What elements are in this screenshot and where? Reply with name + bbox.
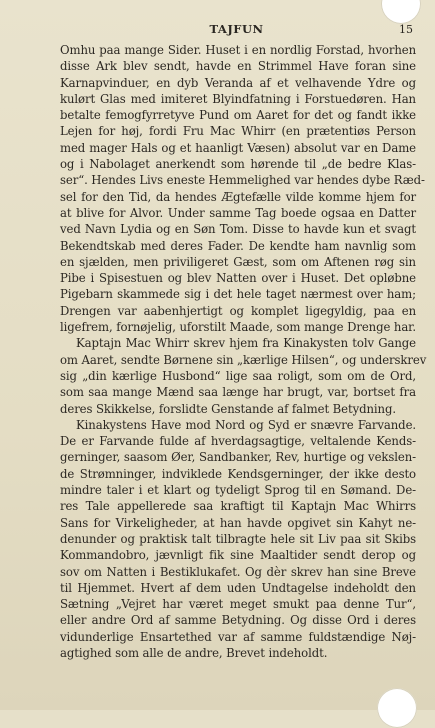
text-line: med mager Hals og et haanligt Væsen) absolut var en Dame: [60, 140, 416, 155]
text-line: Drengen var aabenhjertigt og komplet ligegyldig, paa en: [60, 303, 416, 318]
text-line: til Hjemmet. Hvert af dem uden Undtagelse indeholdt den: [60, 580, 416, 595]
body-text: [60, 42, 427, 661]
text-line: om Aaret, sendte Børnene sin „kærlige Hilsen“, og underskrev: [60, 352, 427, 367]
text-line: Karnapvinduer, en dyb Veranda af et velhavende Ydre og: [60, 75, 416, 90]
punched-hole-bottom: [377, 688, 417, 728]
text-line: gerninger, saasom Øer, Sandbanker, Rev, hurtige og vekslen-: [60, 450, 416, 465]
text-line: sel for den Tid, da hendes Ægtefælle vilde komme hjem for: [60, 189, 416, 204]
text-line: Kinakystens Have mod Nord og Syd er snævre Farvande.: [76, 417, 416, 432]
text-line: ligefrem, fornøjelig, uforstilt Maade, som mange Drenge har.: [60, 320, 416, 335]
text-line: de Strømninger, indviklede Kendsgerninger, der ikke desto: [60, 466, 416, 481]
text-line: eller andre Ord af samme Betydning. Og disse Ord i deres: [60, 613, 416, 628]
text-line: mindre taler i et klart og tydeligt Sprog til en Sømand. De-: [60, 483, 416, 498]
text-line: Sans for Virkeligheder, at han havde opgivet sin Kahyt ne-: [60, 515, 416, 530]
text-line: Pibe i Spisestuen og blev Natten over i Huset. Det opløbne: [60, 271, 416, 286]
text-line: sig „din kærlige Husbond“ lige saa roligt, som om de Ord,: [60, 368, 416, 383]
text-line: deres Skikkelse, forslidte Genstande af falmet Betydning.: [60, 401, 396, 416]
running-title: TAJFUN: [209, 22, 264, 36]
text-line: sov om Natten i Bestiklukafet. Og dèr skrev han sine Breve: [60, 564, 416, 579]
text-line: ved Navn Lydia og en Søn Tom. Disse to havde kun et svagt: [60, 222, 416, 237]
text-line: Kommandobro, jævnligt fik sine Maaltider sendt derop og: [60, 548, 416, 563]
text-line: res Tale appellerede saa kraftigt til Kaptajn Mac Whirrs: [60, 499, 416, 514]
text-line: betalte femogfyrretyve Pund om Aaret for det og fandt ikke: [60, 108, 416, 123]
page-number: 15: [399, 23, 413, 36]
text-line: De er Farvande fulde af hverdagsagtige, veltalende Kends-: [60, 434, 416, 449]
page-header: [60, 22, 413, 40]
text-line: Sætning „Vejret har været meget smukt paa denne Tur“,: [60, 597, 416, 612]
text-line: en sjælden, men priviligeret Gæst, som om Aftenen røg sin: [60, 254, 416, 269]
text-line: Kaptajn Mac Whirr skrev hjem fra Kinakysten tolv Gange: [76, 336, 416, 351]
text-line: disse Ark blev sendt, havde en Strimmel Have foran sine: [60, 59, 416, 74]
text-line: Omhu paa mange Sider. Huset i en nordlig Forstad, hvorhen: [60, 43, 416, 57]
punched-hole-top: [381, 0, 421, 24]
text-line: at blive for Alvor. Under samme Tag boede ogsaa en Datter: [60, 205, 416, 220]
text-line: Bekendtskab med deres Fader. De kendte ham navnlig som: [60, 238, 416, 253]
text-line: Pigebarn skammede sig i det hele taget nærmest over ham;: [60, 287, 416, 302]
text-line: som saa mange Mænd saa længe har brugt, var, bortset fra: [60, 385, 416, 400]
text-line: denunder og praktisk talt tilbragte hele sit Liv paa sit Skibs: [60, 531, 416, 546]
text-line: vidunderlige Ensartethed var af samme fuldstændige Nøj-: [60, 629, 416, 644]
text-line: agtighed som alle de andre, Brevet indeholdt.: [60, 645, 328, 660]
text-line: kulørt Glas med imiteret Blyindfatning i Forstuedøren. Han: [60, 91, 416, 106]
text-line: ser“. Hendes Livs eneste Hemmelighed var hendes dybe Ræd-: [60, 173, 425, 188]
text-line: Lejen for høj, fordi Fru Mac Whirr (en prætentiøs Person: [60, 124, 416, 139]
text-line: og i Nabolaget anerkendt som hørende til „de bedre Klas-: [60, 157, 416, 172]
